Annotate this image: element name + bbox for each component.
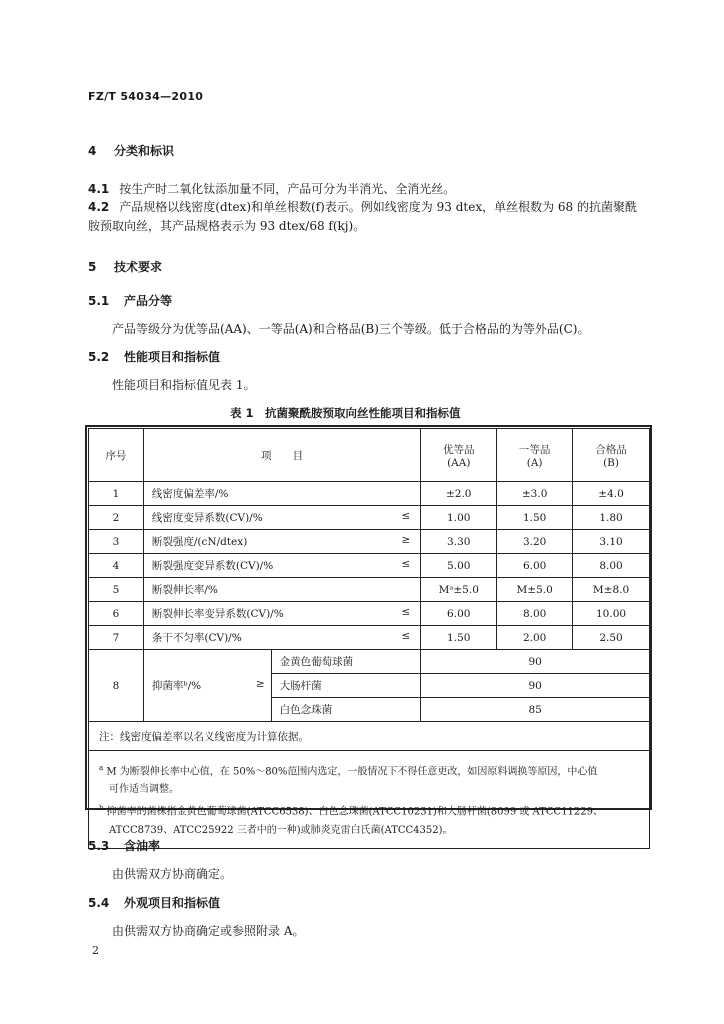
col-header-grade-b: [573, 429, 650, 482]
row-no: 5: [89, 578, 144, 602]
row-no: 4: [89, 554, 144, 578]
clause-4-2-cont: 胺预取向丝，其产品规格表示为 93 dtex/68 f(kj)。: [88, 219, 366, 233]
clause-4-1: [88, 180, 455, 197]
section-title: 含油率: [124, 839, 161, 853]
section-4-heading: [88, 142, 174, 159]
section-title: 分类和标识: [114, 144, 175, 158]
row-value-a: 8.00: [497, 602, 573, 626]
row-value-b: 1.80: [573, 506, 650, 530]
clause-5-1-text: 产品等级分为优等品(AA)、一等品(A)和合格品(B)三个等级。低于合格品的为等外品(C)。: [112, 322, 590, 336]
table-note: 注：线密度偏差率以名义线密度为计算依据。: [89, 722, 650, 751]
row-value-b: M±8.0: [573, 578, 650, 602]
footnote-b-line1: 抑菌率的菌株指金黄色葡萄球菌(ATCC6538)、白色念珠菌(ATCC10231)和大肠杆菌(8099 或 ATCC11229、: [106, 806, 603, 818]
grade-code: (AA): [447, 456, 471, 469]
col-header-grade-aa: [421, 429, 497, 482]
table-row: [89, 506, 650, 530]
table-row: [89, 626, 650, 650]
row-item: [143, 602, 420, 626]
clause-text: 产品规格以线密度(dtex)和单丝根数(f)表示。例如线密度为 93 dtex，单丝根数为 68 的抗菌聚酰: [119, 200, 637, 214]
row-value-a: ±3.0: [497, 482, 573, 506]
row-no: 8: [89, 650, 144, 722]
row-value-aa: Mᵃ±5.0: [421, 578, 497, 602]
row-item-label: 线密度偏差率/%: [151, 488, 229, 500]
row-item: [143, 650, 271, 722]
row-value-aa: 3.30: [421, 530, 497, 554]
row-item: [143, 626, 420, 650]
row-no: 3: [89, 530, 144, 554]
row-item-label: 断裂伸长率变异系数(CV)/%: [151, 608, 284, 620]
row-operator: ≤: [401, 606, 411, 618]
grade-code: (B): [603, 456, 619, 469]
table-row: [89, 602, 650, 626]
row-value-aa: 1.00: [421, 506, 497, 530]
table-row: [89, 530, 650, 554]
section-number: 5.1: [88, 294, 110, 308]
row-value-a: 3.20: [497, 530, 573, 554]
bacteria-value: 90: [421, 674, 650, 698]
bacteria-value: 90: [421, 650, 650, 674]
col-header-item: 项 目: [143, 429, 420, 482]
row-value-a: 2.00: [497, 626, 573, 650]
row-value-aa: ±2.0: [421, 482, 497, 506]
section-5-heading: [88, 258, 162, 275]
row-operator: ≤: [401, 630, 411, 642]
clause-5-4-text: 由供需双方协商确定或参照附录 A。: [112, 924, 305, 938]
footnote-b-mark: b: [99, 804, 104, 813]
footnote-a-line2: 可作适当调整。: [109, 784, 179, 796]
bacteria-name: 金黄色葡萄球菌: [271, 650, 421, 674]
section-number: 4: [88, 144, 97, 158]
row-item-label: 抑菌率ᵇ/%: [151, 680, 202, 692]
row-operator: ≤: [401, 510, 411, 522]
clause-5-3-text: 由供需双方协商确定。: [112, 867, 233, 881]
row-item: [143, 554, 420, 578]
table-row: [89, 554, 650, 578]
row-value-a: M±5.0: [497, 578, 573, 602]
clause-number: 4.1: [88, 182, 110, 196]
section-5-4-heading: [88, 894, 220, 911]
performance-table: [88, 428, 650, 849]
footnote-a-line1: M 为断裂伸长率中心值，在 50%～80%范围内选定，一般情况下不得任意更改，如因原料调换等原因，中心值: [106, 766, 598, 778]
section-title: 外观项目和指标值: [124, 896, 221, 910]
grade-code: (A): [526, 456, 543, 469]
section-number: 5.2: [88, 350, 110, 364]
table-note-row: [89, 722, 650, 751]
page-number: 2: [92, 944, 99, 957]
section-number: 5: [88, 260, 97, 274]
bacteria-name: 白色念珠菌: [271, 698, 421, 722]
bacteria-name: 大肠杆菌: [271, 674, 421, 698]
table-footnotes: [89, 751, 650, 849]
row-value-aa: 5.00: [421, 554, 497, 578]
row-item: [143, 530, 420, 554]
footnote-a-mark: a: [99, 764, 104, 772]
section-number: 5.4: [88, 896, 110, 910]
table-row-antibacterial: [89, 650, 650, 674]
grade-name: 优等品: [442, 443, 475, 456]
bacteria-value: 85: [421, 698, 650, 722]
row-no: 1: [89, 482, 144, 506]
section-number: 5.3: [88, 839, 110, 853]
row-item-label: 断裂强度/(cN/dtex): [151, 536, 248, 548]
row-no: 2: [89, 506, 144, 530]
col-header-no: 序号: [89, 429, 144, 482]
row-item: [143, 578, 420, 602]
footnote-b-line2: ATCC8739、ATCC25922 三者中的一种)或肺炎克雷白氏菌(ATCC4352)。: [109, 824, 453, 836]
section-5-2-heading: [88, 348, 220, 365]
row-value-aa: 1.50: [421, 626, 497, 650]
row-value-aa: 6.00: [421, 602, 497, 626]
section-title: 产品分等: [124, 294, 173, 308]
row-value-a: 1.50: [497, 506, 573, 530]
section-5-1-heading: [88, 292, 172, 309]
table-row: [89, 482, 650, 506]
footnote-b: [99, 799, 639, 821]
row-value-b: 2.50: [573, 626, 650, 650]
section-title: 性能项目和指标值: [124, 350, 221, 364]
row-item: [143, 506, 420, 530]
row-item-label: 断裂伸长率/%: [151, 584, 218, 596]
row-value-b: 10.00: [573, 602, 650, 626]
table-row: [89, 578, 650, 602]
row-operator: ≥: [255, 678, 265, 690]
grade-name: 合格品: [595, 443, 627, 456]
row-value-b: 8.00: [573, 554, 650, 578]
row-no: 6: [89, 602, 144, 626]
row-item-label: 线密度变异系数(CV)/%: [151, 512, 263, 524]
clause-text: 按生产时二氧化钛添加量不同，产品可分为半消光、全消光丝。: [119, 182, 456, 196]
row-value-b: ±4.0: [573, 482, 650, 506]
table-footnote-row: [89, 751, 650, 849]
row-item: [143, 482, 420, 506]
clause-number: 4.2: [88, 200, 110, 214]
row-value-b: 3.10: [573, 530, 650, 554]
grade-name: 一等品: [518, 443, 551, 456]
table-header-row: [89, 429, 650, 482]
row-item-label: 条干不匀率(CV)/%: [151, 632, 242, 644]
row-no: 7: [89, 626, 144, 650]
row-operator: ≥: [401, 534, 411, 546]
row-value-a: 6.00: [497, 554, 573, 578]
document-header: FZ/T 54034—2010: [88, 90, 204, 103]
footnote-a: [99, 759, 639, 781]
col-header-grade-a: [497, 429, 573, 482]
section-5-3-heading: [88, 837, 160, 854]
clause-4-2: [88, 198, 637, 215]
section-title: 技术要求: [114, 260, 163, 274]
row-operator: ≤: [401, 558, 411, 570]
table-caption: 表 1 抗菌聚酰胺预取向丝性能项目和指标值: [230, 406, 461, 420]
clause-5-2-text: 性能项目和指标值见表 1。: [112, 378, 256, 392]
row-item-label: 断裂强度变异系数(CV)/%: [151, 560, 274, 572]
